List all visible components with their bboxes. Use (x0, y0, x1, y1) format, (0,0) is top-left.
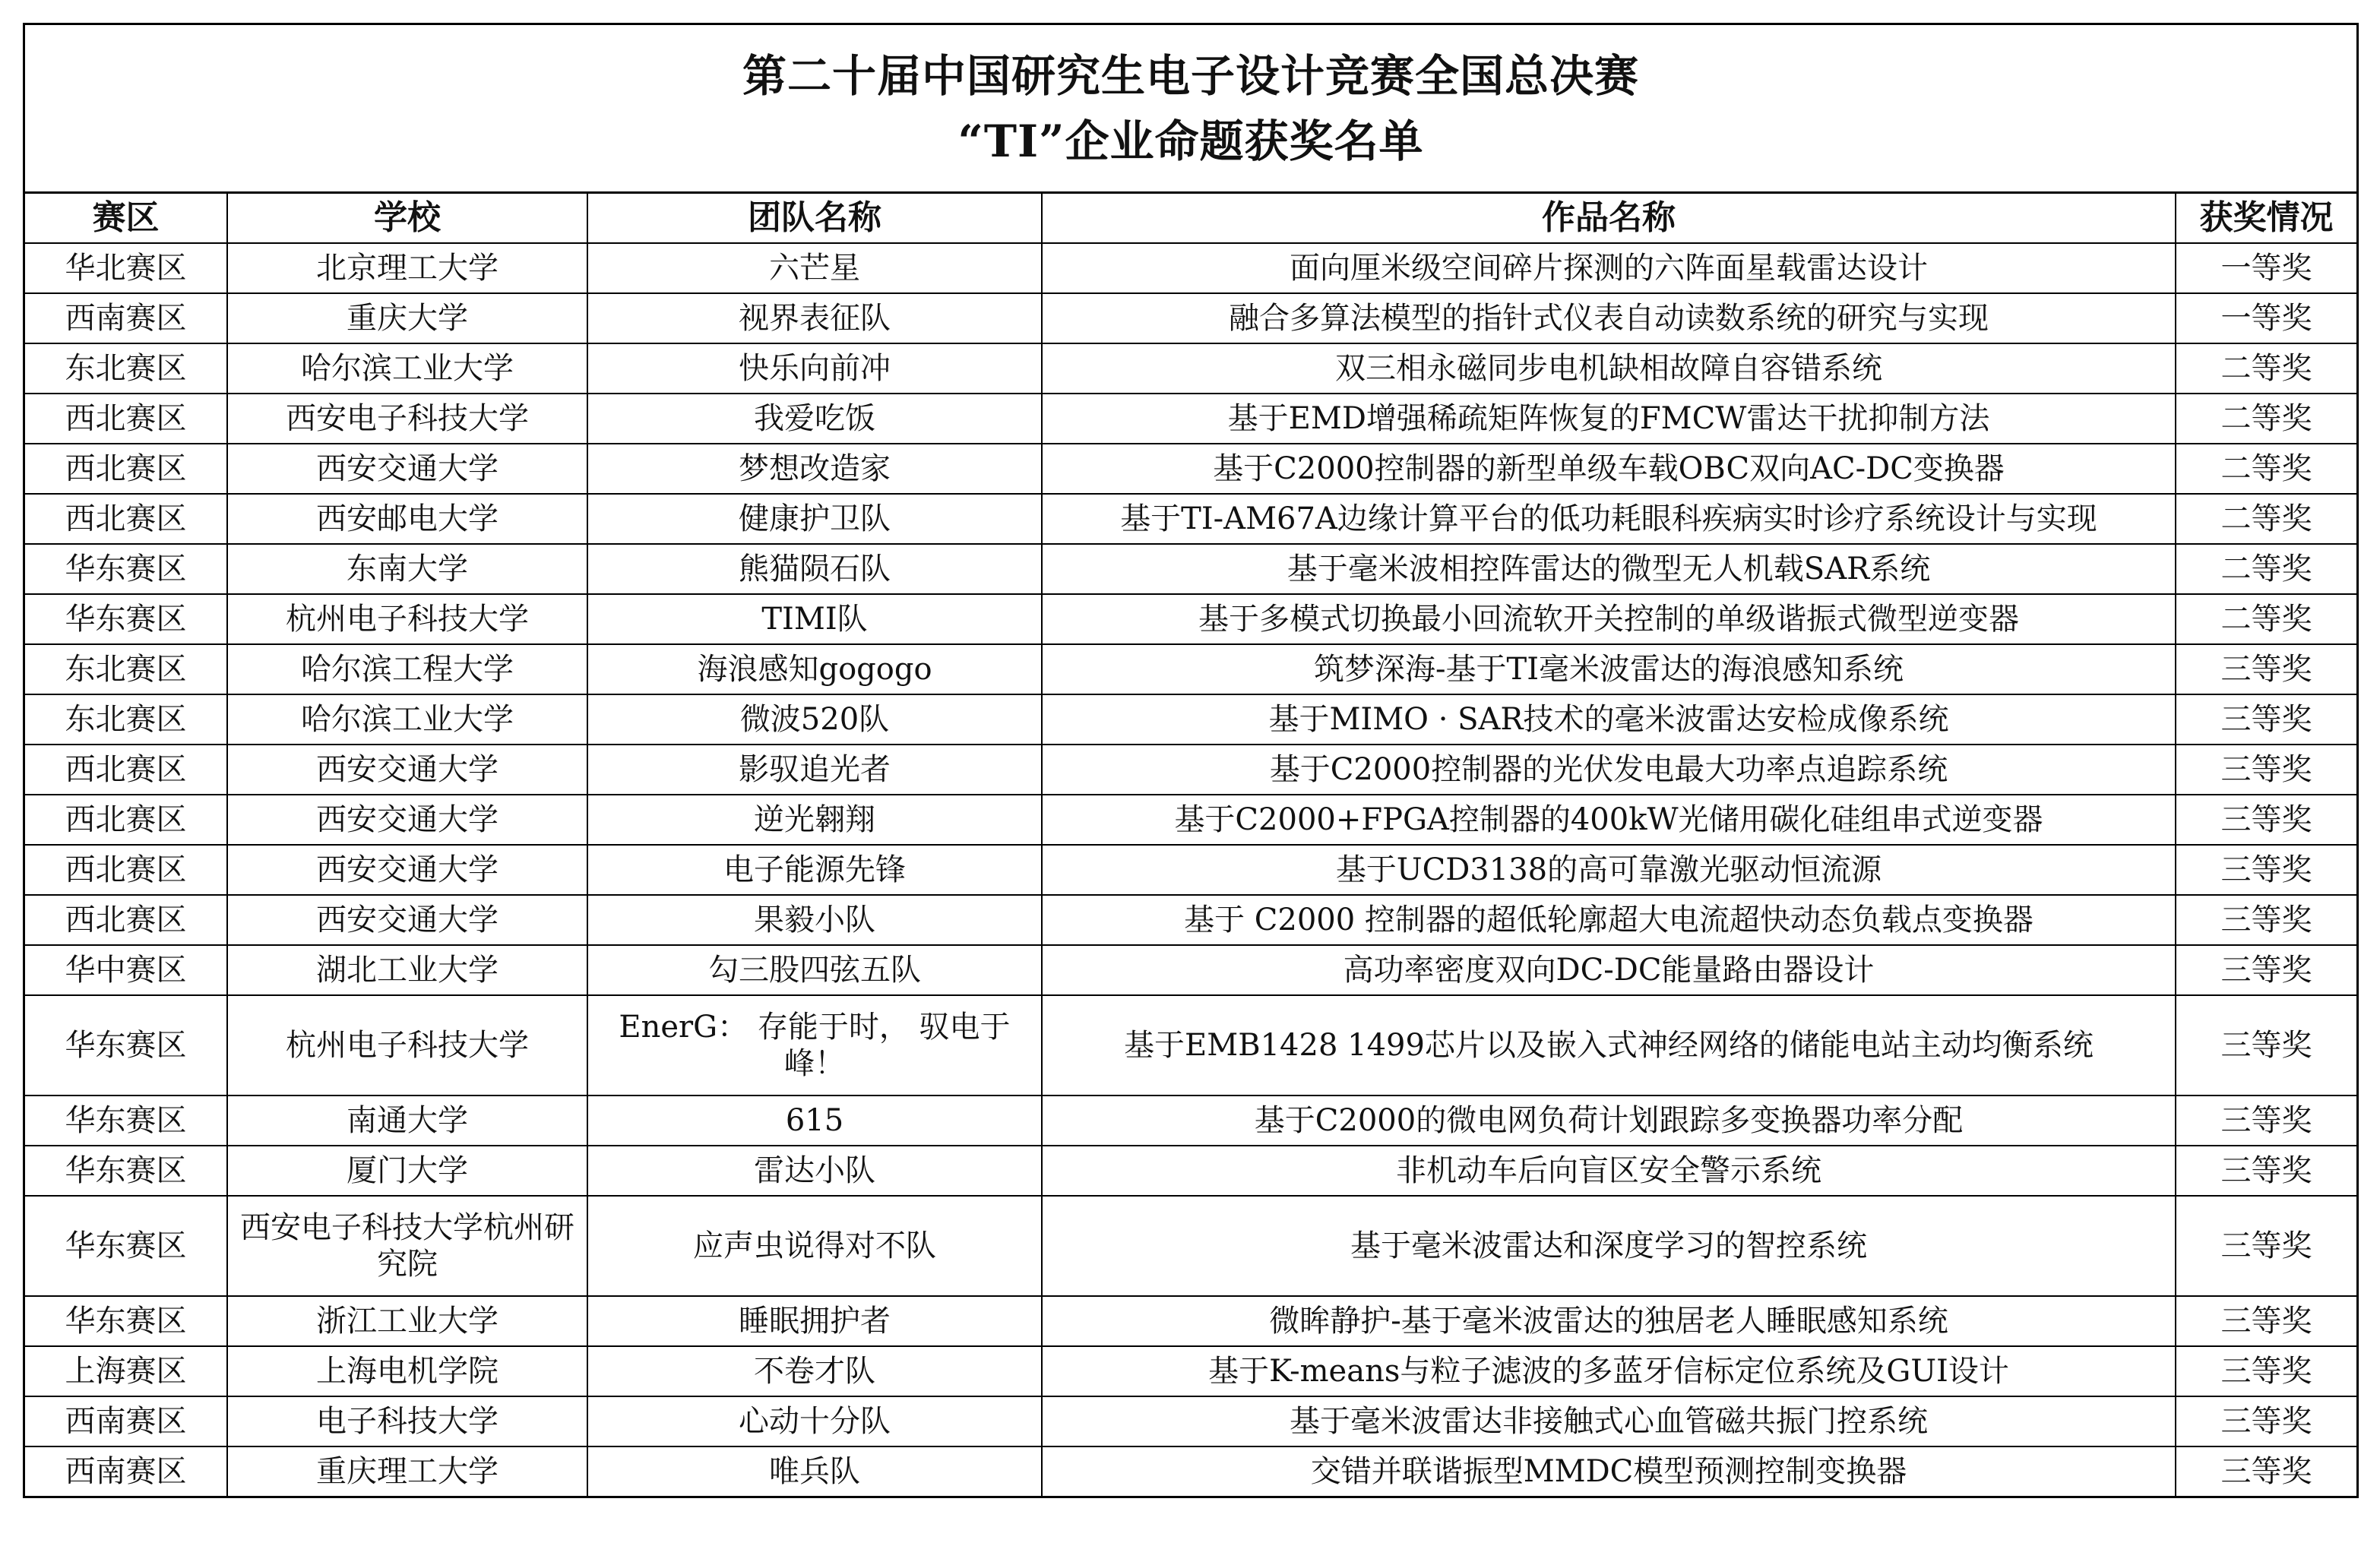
cell-work: 基于EMB1428 1499芯片以及嵌入式神经网络的储能电站主动均衡系统 (1042, 995, 2176, 1096)
cell-team: 海浪感知gogogo (587, 644, 1042, 694)
table-row (25, 1146, 2356, 1196)
cell-award: 三等奖 (2176, 745, 2356, 795)
cell-school: 重庆大学 (227, 293, 587, 343)
header-school: 学校 (227, 194, 587, 243)
cell-award: 三等奖 (2176, 1196, 2356, 1296)
header-work: 作品名称 (1042, 194, 2176, 243)
cell-team: 雷达小队 (587, 1146, 1042, 1196)
table-header-row (25, 194, 2356, 243)
page-title: 第二十届中国研究生电子设计竞赛全国总决赛 (742, 49, 1639, 102)
cell-award: 三等奖 (2176, 945, 2356, 995)
cell-work: 基于毫米波雷达和深度学习的智控系统 (1042, 1196, 2176, 1296)
cell-region: 西南赛区 (25, 293, 227, 343)
cell-school: 哈尔滨工程大学 (227, 644, 587, 694)
cell-work: 基于C2000控制器的光伏发电最大功率点追踪系统 (1042, 745, 2176, 795)
table-row (25, 1296, 2356, 1346)
cell-team: 熊猫陨石队 (587, 544, 1042, 594)
cell-team: 梦想改造家 (587, 444, 1042, 494)
cell-award: 二等奖 (2176, 594, 2356, 644)
table-row (25, 745, 2356, 795)
cell-team: 唯兵队 (587, 1446, 1042, 1496)
cell-region: 华东赛区 (25, 1196, 227, 1296)
table-row (25, 394, 2356, 444)
cell-award: 三等奖 (2176, 1296, 2356, 1346)
cell-school: 厦门大学 (227, 1146, 587, 1196)
cell-team: 视界表征队 (587, 293, 1042, 343)
table-row (25, 1346, 2356, 1396)
table-row (25, 1396, 2356, 1446)
cell-work: 筑梦深海-基于TI毫米波雷达的海浪感知系统 (1042, 644, 2176, 694)
cell-work: 基于毫米波雷达非接触式心血管磁共振门控系统 (1042, 1396, 2176, 1446)
table-row (25, 795, 2356, 845)
cell-award: 二等奖 (2176, 394, 2356, 444)
cell-award: 三等奖 (2176, 995, 2356, 1096)
table-row (25, 945, 2356, 995)
cell-work: 基于TI-AM67A边缘计算平台的低功耗眼科疾病实时诊疗系统设计与实现 (1042, 494, 2176, 544)
cell-award: 三等奖 (2176, 1446, 2356, 1496)
cell-region: 西北赛区 (25, 444, 227, 494)
cell-region: 华东赛区 (25, 1296, 227, 1346)
table-row (25, 243, 2356, 293)
cell-award: 三等奖 (2176, 1096, 2356, 1146)
cell-work: 基于UCD3138的高可靠激光驱动恒流源 (1042, 845, 2176, 895)
cell-region: 西北赛区 (25, 795, 227, 845)
cell-team: EnerG： 存能于时， 驭电于峰！ (587, 995, 1042, 1096)
cell-work: 微眸静护-基于毫米波雷达的独居老人睡眠感知系统 (1042, 1296, 2176, 1346)
cell-region: 上海赛区 (25, 1346, 227, 1396)
cell-school: 西安电子科技大学杭州研究院 (227, 1196, 587, 1296)
cell-school: 哈尔滨工业大学 (227, 343, 587, 394)
cell-award: 一等奖 (2176, 293, 2356, 343)
cell-region: 华东赛区 (25, 1146, 227, 1196)
table-row (25, 845, 2356, 895)
header-award: 获奖情况 (2176, 194, 2356, 243)
cell-work: 基于毫米波相控阵雷达的微型无人机载SAR系统 (1042, 544, 2176, 594)
cell-school: 西安交通大学 (227, 895, 587, 945)
cell-region: 华东赛区 (25, 594, 227, 644)
cell-award: 三等奖 (2176, 895, 2356, 945)
cell-region: 东北赛区 (25, 644, 227, 694)
cell-work: 基于EMD增强稀疏矩阵恢复的FMCW雷达干扰抑制方法 (1042, 394, 2176, 444)
cell-team: 健康护卫队 (587, 494, 1042, 544)
cell-region: 华北赛区 (25, 243, 227, 293)
cell-school: 杭州电子科技大学 (227, 594, 587, 644)
cell-work: 基于 C2000 控制器的超低轮廓超大电流超快动态负载点变换器 (1042, 895, 2176, 945)
cell-school: 南通大学 (227, 1096, 587, 1146)
table-row (25, 895, 2356, 945)
cell-region: 华东赛区 (25, 544, 227, 594)
cell-award: 三等奖 (2176, 1346, 2356, 1396)
cell-region: 西北赛区 (25, 895, 227, 945)
cell-work: 非机动车后向盲区安全警示系统 (1042, 1146, 2176, 1196)
cell-team: 电子能源先锋 (587, 845, 1042, 895)
header-region: 赛区 (25, 194, 227, 243)
cell-work: 面向厘米级空间碎片探测的六阵面星载雷达设计 (1042, 243, 2176, 293)
cell-team: 影驭追光者 (587, 745, 1042, 795)
table-row (25, 544, 2356, 594)
title-block (25, 25, 2356, 194)
cell-work: 基于多模式切换最小回流软开关控制的单级谐振式微型逆变器 (1042, 594, 2176, 644)
cell-region: 东北赛区 (25, 694, 227, 745)
cell-school: 哈尔滨工业大学 (227, 694, 587, 745)
table-row (25, 444, 2356, 494)
cell-work: 基于MIMO · SAR技术的毫米波雷达安检成像系统 (1042, 694, 2176, 745)
table-row (25, 1096, 2356, 1146)
cell-school: 浙江工业大学 (227, 1296, 587, 1346)
cell-region: 华东赛区 (25, 1096, 227, 1146)
cell-team: 六芒星 (587, 243, 1042, 293)
table-row (25, 1446, 2356, 1496)
award-table-body (25, 243, 2356, 1496)
table-row (25, 494, 2356, 544)
cell-school: 重庆理工大学 (227, 1446, 587, 1496)
cell-work: 基于C2000控制器的新型单级车载OBC双向AC-DC变换器 (1042, 444, 2176, 494)
cell-school: 西安交通大学 (227, 795, 587, 845)
header-team: 团队名称 (587, 194, 1042, 243)
table-row (25, 594, 2356, 644)
cell-work: 基于C2000+FPGA控制器的400kW光储用碳化硅组串式逆变器 (1042, 795, 2176, 845)
cell-school: 北京理工大学 (227, 243, 587, 293)
cell-award: 三等奖 (2176, 795, 2356, 845)
table-row (25, 995, 2356, 1096)
cell-work: 双三相永磁同步电机缺相故障自容错系统 (1042, 343, 2176, 394)
award-list-sheet (23, 23, 2359, 1498)
table-row (25, 644, 2356, 694)
table-row (25, 694, 2356, 745)
cell-award: 三等奖 (2176, 694, 2356, 745)
table-row (25, 343, 2356, 394)
cell-school: 湖北工业大学 (227, 945, 587, 995)
cell-school: 电子科技大学 (227, 1396, 587, 1446)
table-row (25, 293, 2356, 343)
cell-team: 睡眠拥护者 (587, 1296, 1042, 1346)
cell-school: 上海电机学院 (227, 1346, 587, 1396)
award-table (25, 194, 2356, 1496)
cell-award: 二等奖 (2176, 343, 2356, 394)
cell-team: 果毅小队 (587, 895, 1042, 945)
cell-school: 西安电子科技大学 (227, 394, 587, 444)
cell-work: 交错并联谐振型MMDC模型预测控制变换器 (1042, 1446, 2176, 1496)
cell-region: 华东赛区 (25, 995, 227, 1096)
cell-school: 东南大学 (227, 544, 587, 594)
cell-work: 融合多算法模型的指针式仪表自动读数系统的研究与实现 (1042, 293, 2176, 343)
cell-school: 杭州电子科技大学 (227, 995, 587, 1096)
cell-region: 西北赛区 (25, 845, 227, 895)
cell-award: 三等奖 (2176, 1396, 2356, 1446)
cell-award: 三等奖 (2176, 644, 2356, 694)
cell-team: 应声虫说得对不队 (587, 1196, 1042, 1296)
cell-award: 三等奖 (2176, 845, 2356, 895)
cell-team: TIMI队 (587, 594, 1042, 644)
cell-work: 高功率密度双向DC-DC能量路由器设计 (1042, 945, 2176, 995)
page-subtitle: “TI”企业命题获奖名单 (957, 115, 1424, 167)
cell-school: 西安交通大学 (227, 845, 587, 895)
cell-award: 一等奖 (2176, 243, 2356, 293)
cell-award: 二等奖 (2176, 494, 2356, 544)
cell-team: 我爱吃饭 (587, 394, 1042, 444)
cell-region: 西北赛区 (25, 494, 227, 544)
cell-award: 二等奖 (2176, 444, 2356, 494)
cell-region: 华中赛区 (25, 945, 227, 995)
cell-award: 三等奖 (2176, 1146, 2356, 1196)
cell-school: 西安邮电大学 (227, 494, 587, 544)
cell-team: 不卷才队 (587, 1346, 1042, 1396)
cell-work: 基于C2000的微电网负荷计划跟踪多变换器功率分配 (1042, 1096, 2176, 1146)
cell-team: 微波520队 (587, 694, 1042, 745)
cell-team: 快乐向前冲 (587, 343, 1042, 394)
cell-region: 西南赛区 (25, 1396, 227, 1446)
cell-region: 东北赛区 (25, 343, 227, 394)
cell-region: 西南赛区 (25, 1446, 227, 1496)
table-row (25, 1196, 2356, 1296)
cell-team: 615 (587, 1096, 1042, 1146)
cell-award: 二等奖 (2176, 544, 2356, 594)
cell-region: 西北赛区 (25, 745, 227, 795)
cell-school: 西安交通大学 (227, 444, 587, 494)
cell-work: 基于K-means与粒子滤波的多蓝牙信标定位系统及GUI设计 (1042, 1346, 2176, 1396)
cell-team: 逆光翱翔 (587, 795, 1042, 845)
cell-team: 心动十分队 (587, 1396, 1042, 1446)
cell-team: 勾三股四弦五队 (587, 945, 1042, 995)
cell-region: 西北赛区 (25, 394, 227, 444)
cell-school: 西安交通大学 (227, 745, 587, 795)
